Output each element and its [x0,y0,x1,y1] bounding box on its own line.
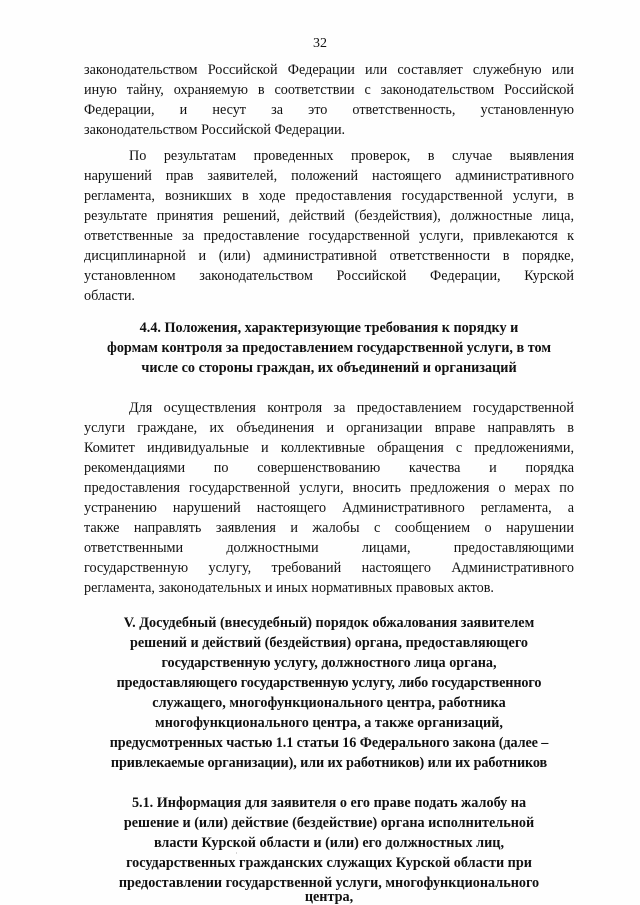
paragraph-line: услуги граждане, их объединения и организации вправе направлять в [84,420,574,436]
heading-line: решение и (или) действие (бездействие) органа исполнительной [123,815,535,831]
paragraph-line: дисциплинарной и (или) административной ответственности в порядке, [84,248,574,264]
paragraph-line: установленном законодательством Российской Федерации, Курской [84,268,574,284]
paragraph-line: Для осуществления контроля за предоставлением государственной [129,400,574,416]
paragraph-line: регламента, законодательных и иных нормативных правовых актов. [84,580,494,596]
scan-speck [236,852,237,854]
paragraph-line: предоставления государственной услуги, вносить предложения о мерах по [84,480,574,496]
heading-line: государственных гражданских служащих Курской области при [126,855,532,871]
page-number: 32 [313,36,327,51]
paragraph-line: устранению нарушений настоящего Административного регламента, а [84,500,574,516]
heading-line: формам контроля за предоставлением государственной услуги, в том [107,340,551,356]
paragraph-line: регламента, возникших в ходе предоставления государственной услуги, в [84,188,574,204]
paragraph-line: ответственные за предоставление государственной услуги, привлекаются к [84,228,574,244]
paragraph-line: государственную услугу, требований настоящего Административного [84,560,574,576]
heading-line: решений и действий (бездействия) органа, предоставляющего [129,635,529,651]
heading-line: центра, [304,889,354,905]
heading-line: служащего, многофункционального центра, работника [152,695,506,711]
heading-line: 5.1. Информация для заявителя о его праве подать жалобу на [131,795,527,811]
heading-line: числе со стороны граждан, их объединений и организаций [141,360,517,376]
heading-line: 4.4. Положения, характеризующие требования к порядку и [139,320,519,336]
paragraph-line: также направлять заявления и жалобы с сообщением о нарушении [84,520,574,536]
paragraph-line: законодательством Российской Федерации. [84,122,346,138]
paragraph-line: Федерации, и несут за это ответственность, установленную [84,102,574,118]
heading-line: предоставляющего государственную услугу, либо государственного [116,675,542,691]
heading-line: привлекаемые организации), или их работников) или их работников [110,755,548,771]
heading-line: V. Досудебный (внесудебный) порядок обжалования заявителем [123,615,535,631]
paragraph-line: ответственными должностными лицами, предоставляющими [84,540,574,556]
heading-line: многофункционального центра, а также организаций, [155,715,503,731]
paragraph-line: законодательством Российской Федерации или составляет служебную или [84,62,574,78]
paragraph-line: иную тайну, охраняемую в соответствии с законодательством Российской [84,82,574,98]
paragraph-line: рекомендациями по совершенствованию качества и порядка [84,460,574,476]
paragraph-line: По результатам проведенных проверок, в случае выявления [129,148,574,164]
paragraph-line: результате принятия решений, действий (бездействия), должностные лица, [84,208,574,224]
heading-line: предоставлении государственной услуги, многофункционального [118,875,540,891]
paragraph-line: области. [84,288,135,304]
paragraph-line: Комитет индивидуальные и коллективные обращения с предложениями, [84,440,574,456]
heading-line: государственную услугу, должностного лица органа, [161,655,497,671]
paragraph-line: нарушений прав заявителей, положений настоящего административного [84,168,574,184]
heading-line: предусмотренных частью 1.1 статьи 16 Федерального закона (далее – [109,735,549,751]
heading-line: власти Курской области и (или) его должностных лиц, [153,835,505,851]
